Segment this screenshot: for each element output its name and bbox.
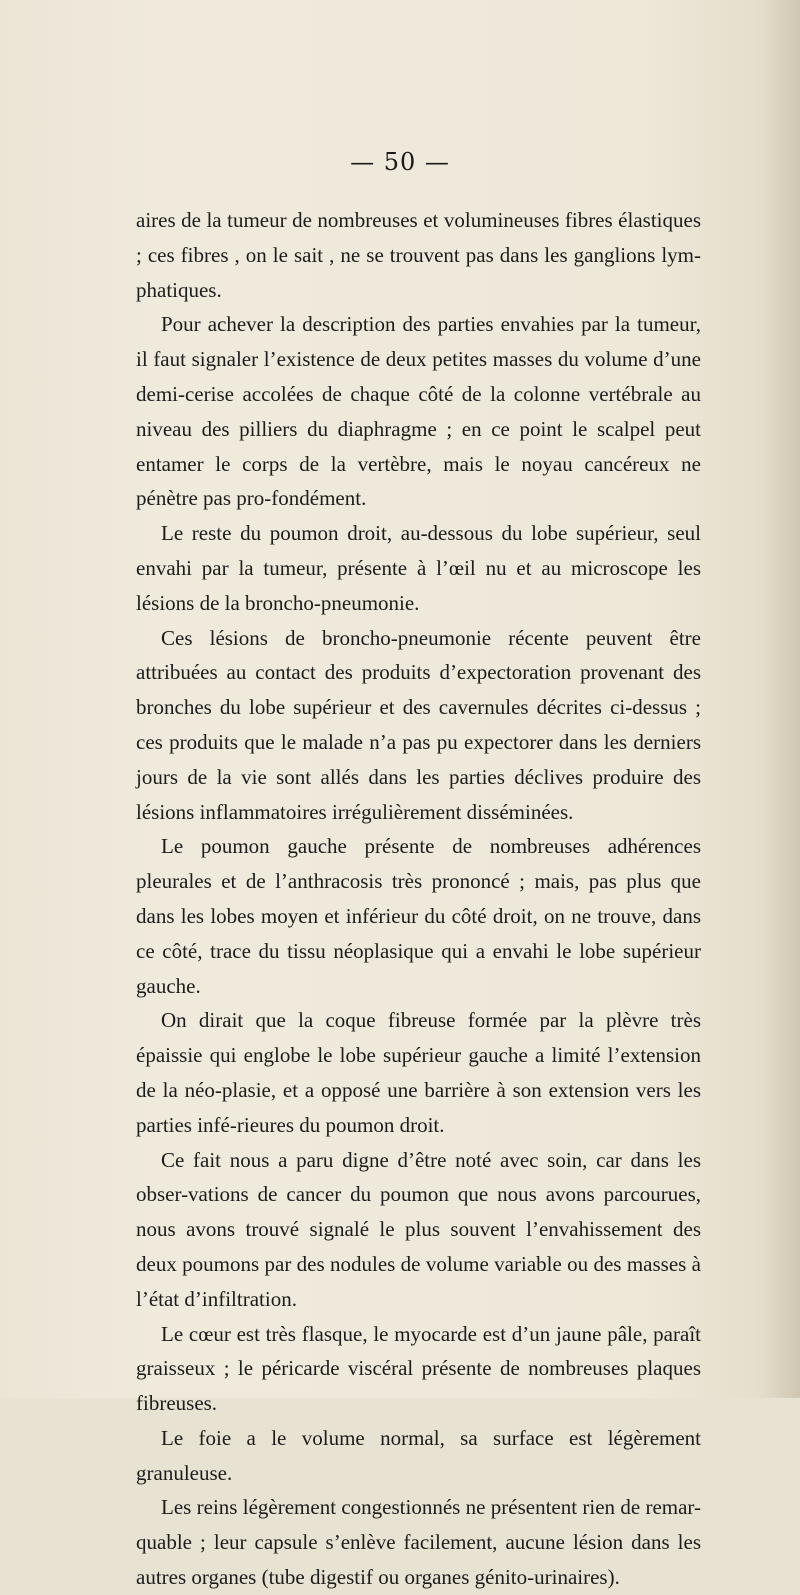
paragraph: Le poumon gauche présente de nombreuses adhérences pleurales et de l’anthracosis très prononcé ; mais, pas plus que dans les lobes moyen et inférieur du côté droit, on ne trouve, dans ce côté, trace du tissu néoplasique qui a envahi le lobe supérieur gauche. — [136, 834, 701, 998]
paragraph: Pour achever la description des parties envahies par la tumeur, il faut signaler l’existence de deux petites masses du volume d’une demi-cerise accolées de chaque côté de la colonne vertébrale au niveau des pilliers du diaphragme ; en ce point le scalpel peut entamer le corps de la vertèbre, mais le noyau cancéreux ne pénètre pas pro-fondément. — [136, 312, 701, 511]
paragraph: Le cœur est très flasque, le myocarde est d’un jaune pâle, paraît graisseux ; le péricarde viscéral présente de nombreuses plaques fibreuses. — [136, 1321, 701, 1416]
paragraph: Le reste du poumon droit, au-dessous du lobe supérieur, seul envahi par la tumeur, présente à l’œil nu et au microscope les lésions de la broncho-pneumonie. — [136, 521, 701, 615]
body-text — [136, 203, 701, 1595]
paragraph-continuation: aires de la tumeur de nombreuses et volumineuses fibres élastiques ; ces fibres , on le sait , ne se trouvent pas dans les ganglions lym-phatiques. — [136, 208, 701, 302]
paragraph: Le foie a le volume normal, sa surface est légèrement granuleuse. — [136, 1425, 701, 1485]
paragraph: On dirait que la coque fibreuse formée par la plèvre très épaissie qui englobe le lobe supérieur gauche a limité l’extension de la néo-plasie, et a opposé une barrière à son extension vers les parties infé-rieures du poumon droit. — [136, 1008, 701, 1137]
page-number: — 50 — — [350, 148, 450, 176]
paragraph: Les reins légèrement congestionnés ne présentent rien de remar-quable ; leur capsule s’enlève facilement, aucune lésion dans les autres organes (tube digestif ou organes génito-urinaires). — [136, 1495, 701, 1590]
paragraph: Ce fait nous a paru digne d’être noté avec soin, car dans les obser-vations de cancer du poumon que nous avons parcourues, nous avons trouvé signalé le plus souvent l’envahissement des deux poumons par des nodules de volume variable ou des masses à l’état d’infiltration. — [136, 1147, 701, 1311]
paragraph: Ces lésions de broncho-pneumonie récente peuvent être attribuées au contact des produits d’expectoration provenant des bronches du lobe supérieur et des cavernules décrites ci-dessus ; ces produits que le malade n’a pas pu expectorer dans les derniers jours de la vie sont allés dans les parties déclives produire des lésions inflammatoires irrégulièrement disséminées. — [136, 625, 701, 824]
